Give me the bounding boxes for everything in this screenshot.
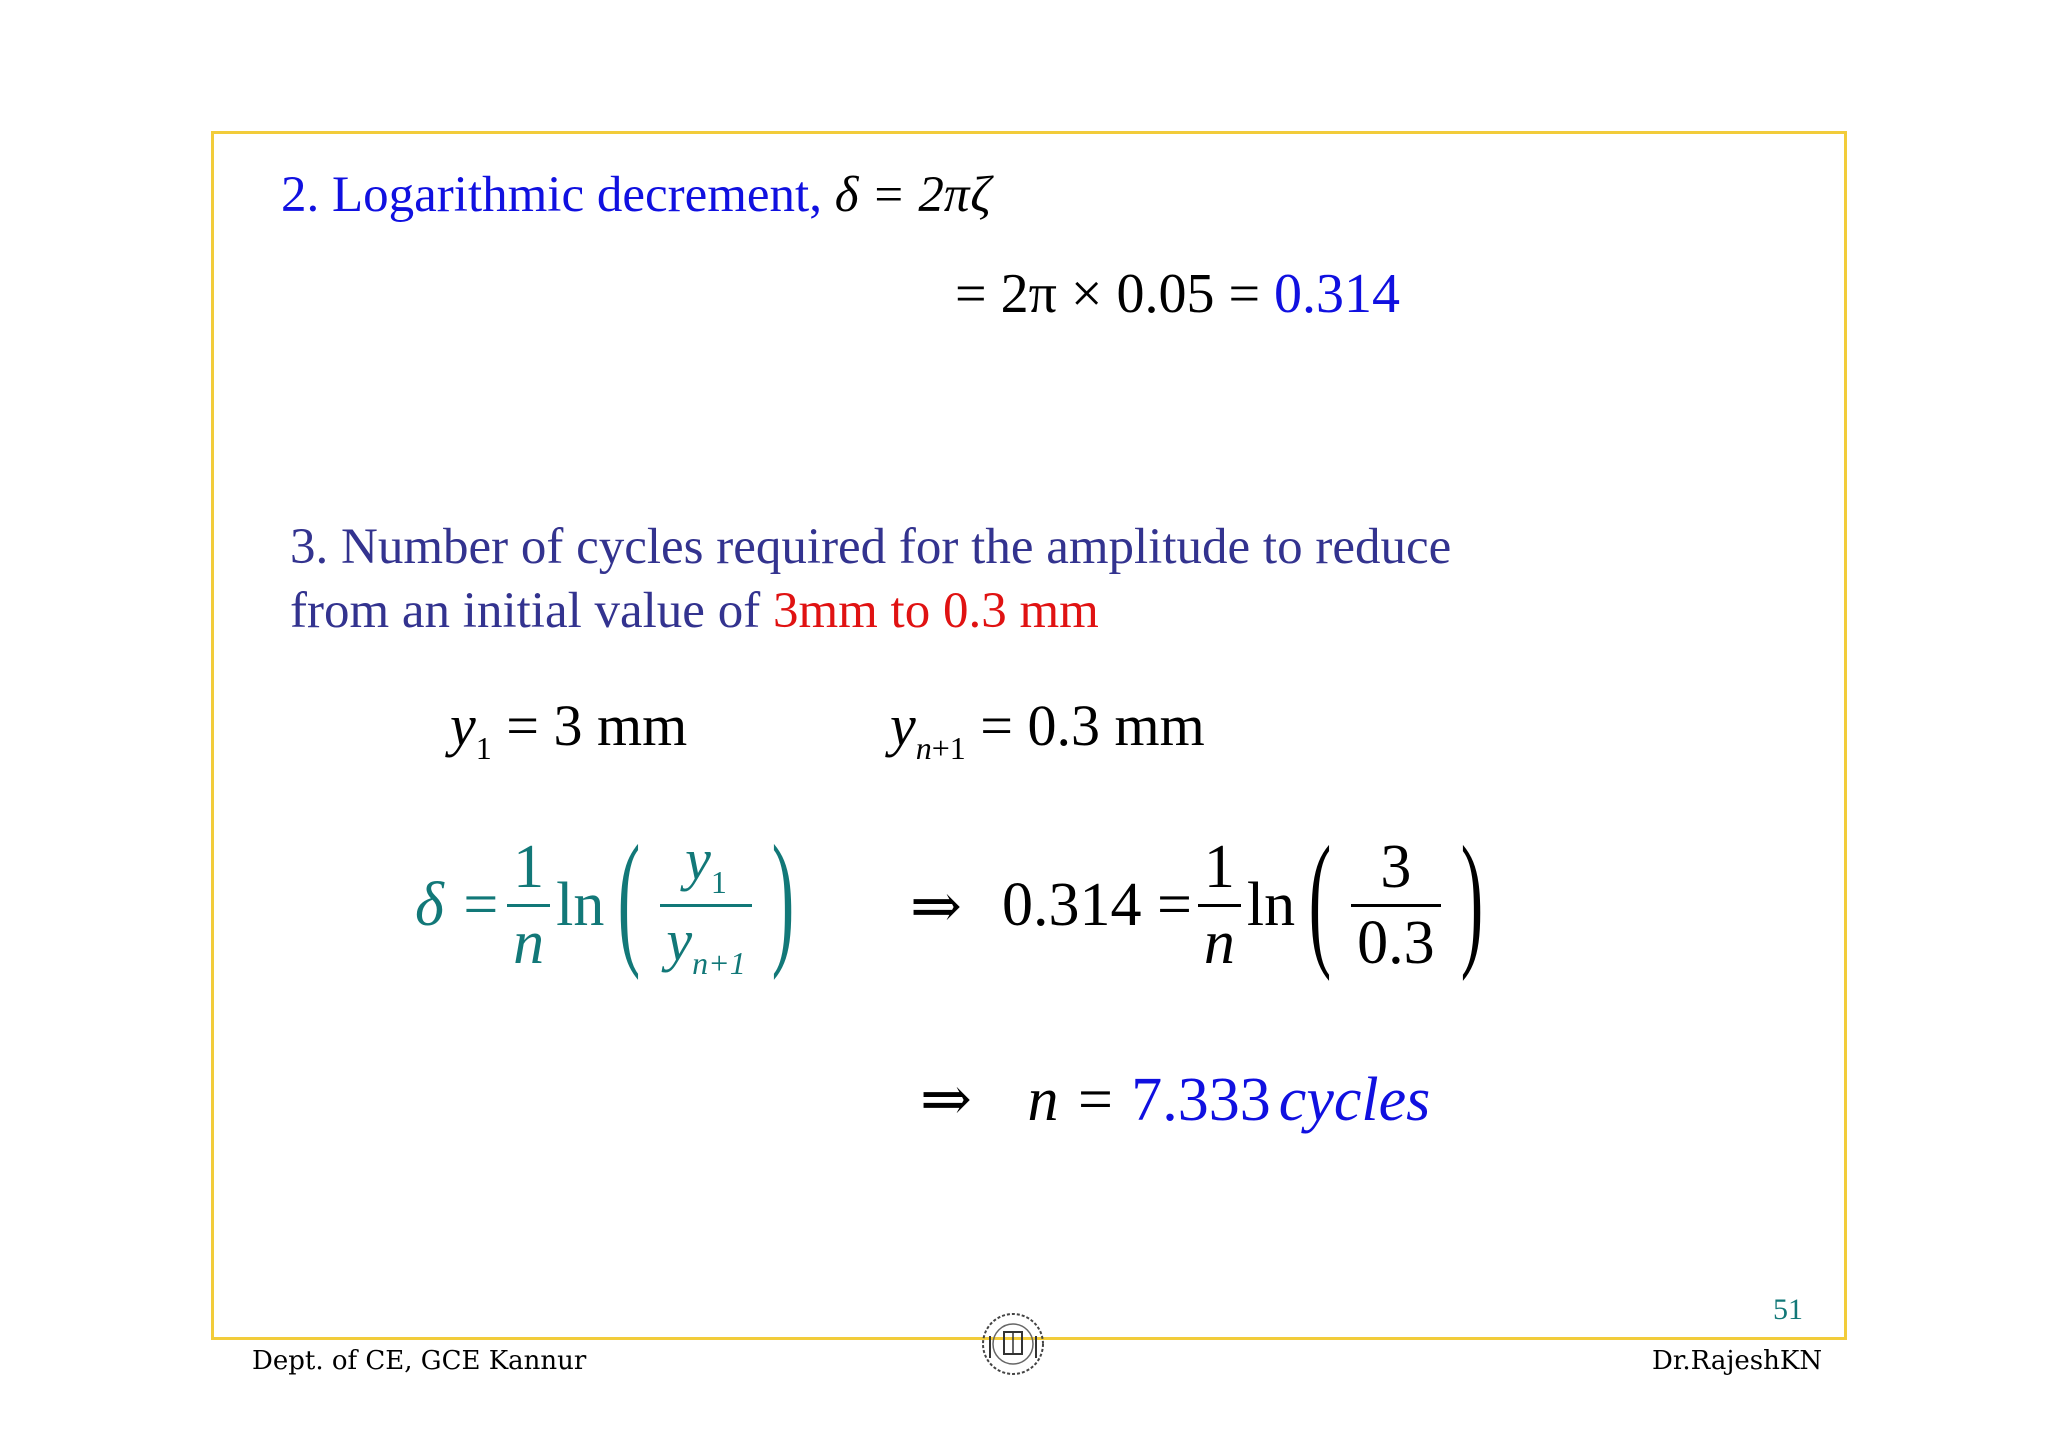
formula-inner-fraction <box>660 827 751 981</box>
y1-subscript: 1 <box>475 730 492 766</box>
footer-department: Dept. of CE, GCE Kannur <box>252 1346 587 1376</box>
substituted-frac-numerator: 1 <box>1203 833 1235 901</box>
inner-den-subscript: n+1 <box>692 944 746 981</box>
item3-line2-highlight: 3mm to 0.3 mm <box>772 583 1099 639</box>
y1-symbol: y <box>450 693 476 758</box>
inner-num-subscript: 1 <box>710 864 727 900</box>
college-seal-icon <box>978 1306 1048 1382</box>
yn1-subscript <box>916 730 966 766</box>
yn1-symbol: y <box>890 693 916 758</box>
item2-formula: δ = 2πζ <box>834 167 991 223</box>
right-paren-icon: ) <box>771 815 794 982</box>
footer-author: Dr.RajeshKN <box>1652 1346 1823 1376</box>
formula-frac-denominator: n <box>513 908 545 977</box>
formula-ln: ln <box>556 870 605 939</box>
result-lhs: n = <box>1027 1066 1116 1134</box>
substituted-lhs: 0.314 = <box>1001 871 1192 940</box>
substituted-ln: ln <box>1246 871 1296 940</box>
item3-heading <box>290 515 1451 643</box>
substituted-formula <box>910 815 1497 982</box>
substituted-inner-fraction <box>1351 835 1441 976</box>
yn1-value: = 0.3 mm <box>980 693 1205 758</box>
formula-fraction <box>507 832 550 977</box>
result-value: 7.333 <box>1131 1066 1271 1134</box>
item3-line2 <box>290 579 1451 643</box>
log-decrement-formula <box>415 815 808 982</box>
implies-arrow-icon: ⇒ <box>910 872 962 941</box>
substituted-inner-numerator: 3 <box>1380 833 1412 901</box>
item2-label: 2. Logarithmic decrement, <box>281 167 835 223</box>
substituted-inner-denominator: 0.3 <box>1357 909 1435 978</box>
substituted-frac-denominator: n <box>1203 909 1235 978</box>
inner-den-symbol: y <box>666 907 693 973</box>
left-paren-icon: ( <box>618 815 641 982</box>
yn1-definition <box>890 692 1205 767</box>
page-number: 51 <box>1773 1293 1803 1326</box>
result-unit: cycles <box>1278 1066 1431 1134</box>
item2-calc-prefix: = 2π × 0.05 = <box>955 263 1275 325</box>
item3-line2-prefix: from an initial value of <box>290 583 773 639</box>
yn1-subscript-n: n <box>915 730 932 766</box>
item2-calc-result: 0.314 <box>1274 263 1401 325</box>
item3-line1: 3. Number of cycles required for the amplitude to reduce <box>290 519 1452 575</box>
item2-heading <box>281 166 991 224</box>
yn1-subscript-rest: +1 <box>931 730 966 766</box>
formula-lhs: δ = <box>415 870 502 939</box>
formula-frac-numerator: 1 <box>513 832 545 901</box>
right-paren-icon: ) <box>1460 815 1483 982</box>
substituted-fraction <box>1198 835 1241 976</box>
left-paren-icon: ( <box>1308 815 1332 982</box>
y1-value: = 3 mm <box>506 693 688 758</box>
implies-arrow-icon: ⇒ <box>920 1066 972 1134</box>
y1-definition <box>450 692 687 767</box>
inner-num-symbol: y <box>685 827 711 892</box>
result-line <box>920 1062 1430 1136</box>
item2-calculation <box>955 262 1400 326</box>
